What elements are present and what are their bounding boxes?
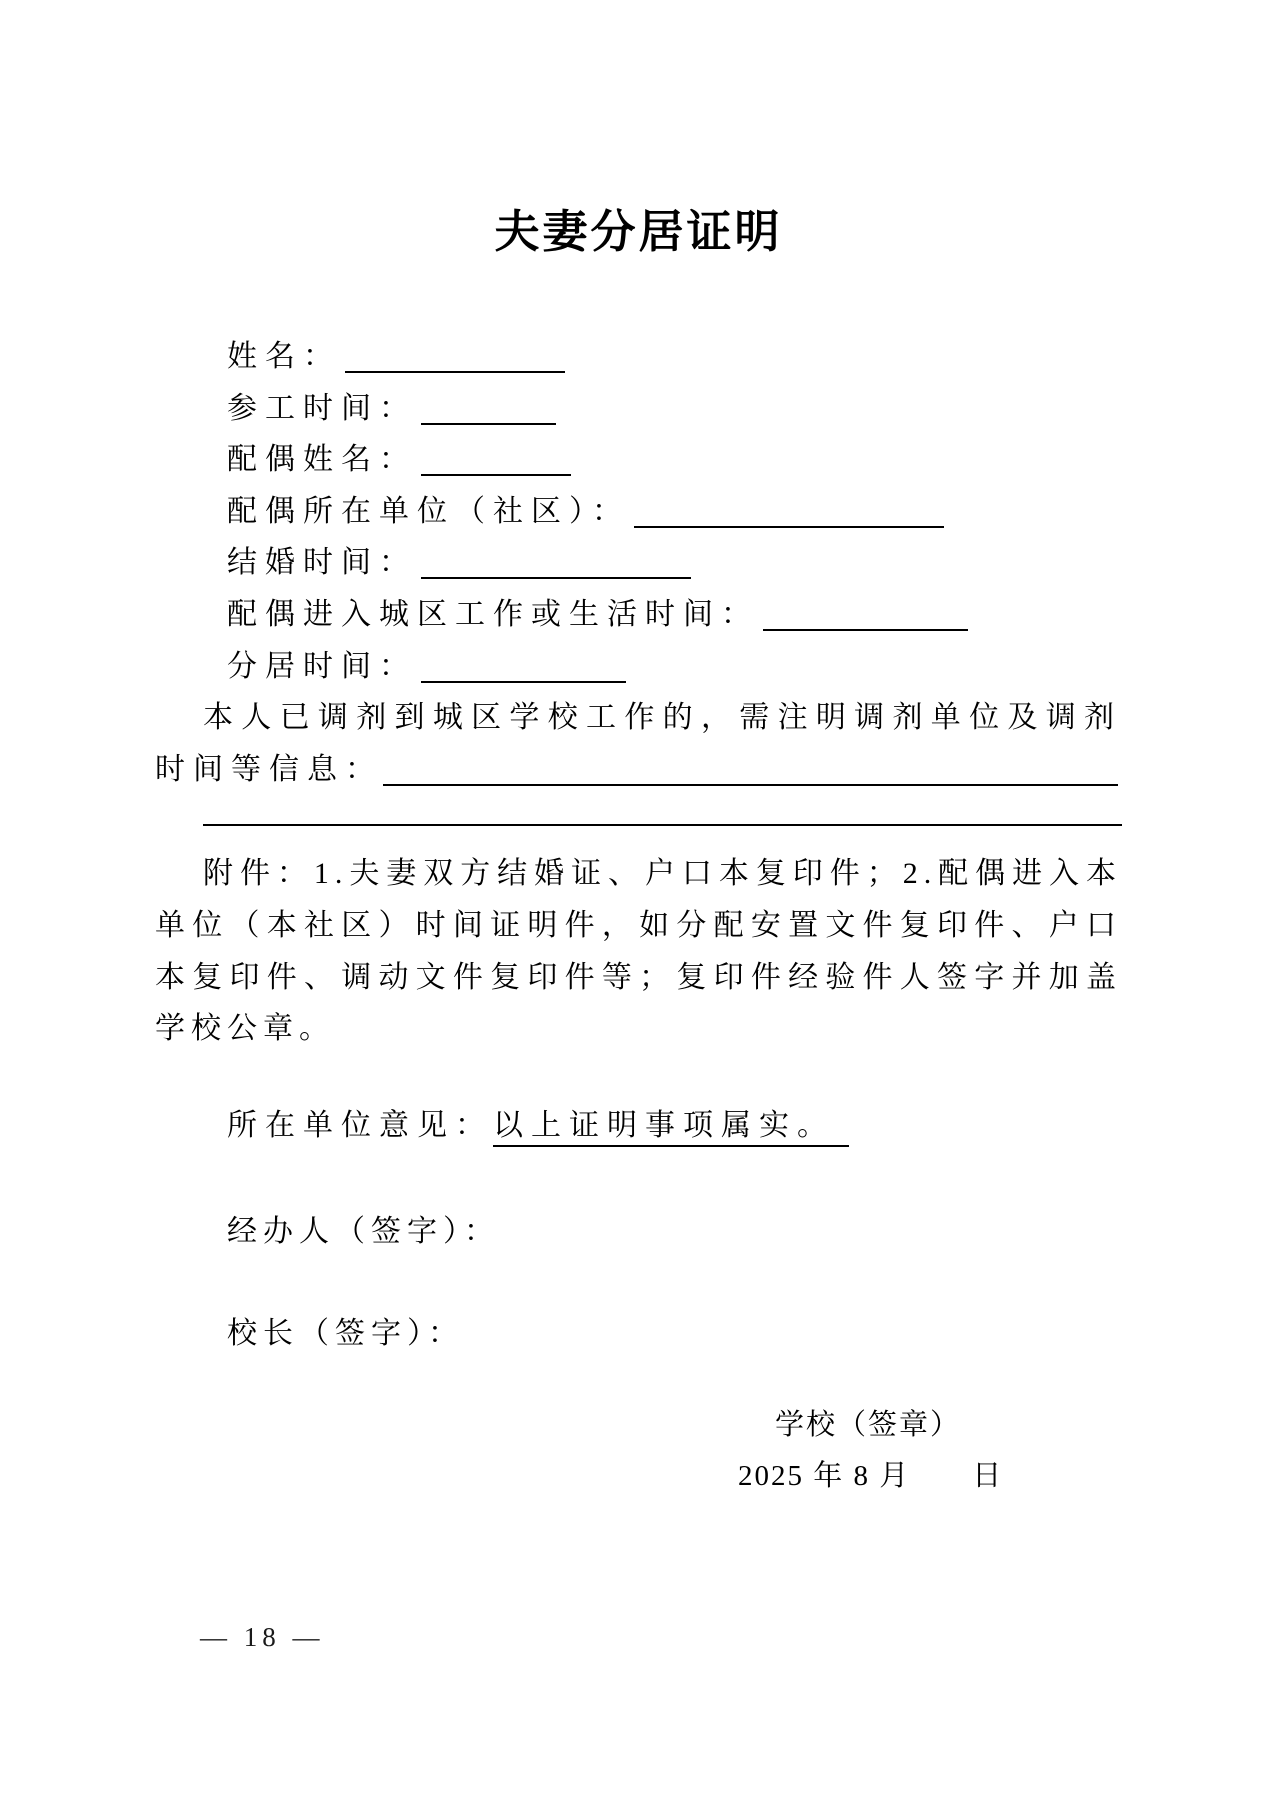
handler-signature-line: 经办人（签字）： <box>227 1215 500 1249</box>
field-marriage-time-label: 结婚时间： <box>227 546 417 580</box>
school-seal-label: 学校（签章） <box>774 1408 961 1441</box>
blank-line <box>421 651 626 683</box>
transfer-note-paragraph <box>155 692 1122 795</box>
blank-line <box>383 754 1118 786</box>
field-name-label: 姓名： <box>227 340 341 373</box>
transfer-note-text: 本人已调剂到城区学校工作的，需注明调剂单位及调剂时间等信息： <box>155 701 1122 786</box>
field-work-start-time <box>155 383 1122 435</box>
form-fields <box>155 331 1122 692</box>
field-marriage-time <box>155 537 1122 589</box>
field-name <box>155 331 1122 383</box>
field-spouse-workunit-label: 配偶所在单位（社区）： <box>227 494 630 528</box>
unit-opinion-line <box>155 1100 1122 1152</box>
field-separation-time-label: 分居时间： <box>227 649 417 683</box>
field-work-start-time-label: 参工时间： <box>227 391 417 425</box>
attachment-paragraph: 附件：1.夫妻双方结婚证、户口本复印件；2.配偶进入本单位（本社区）时间证明件，如分配安置文件复印件、户口本复印件、调动文件复印件等；复印件经验件人签字并加盖学校公章。 <box>155 857 1122 1046</box>
principal-signature-line: 校长（签字）： <box>227 1316 464 1350</box>
field-spouse-workunit <box>155 486 1122 538</box>
blank-line <box>421 547 691 579</box>
field-spouse-name <box>155 434 1122 486</box>
page-number: — 18 — <box>200 1622 325 1652</box>
blank-line-full-width <box>203 795 1122 826</box>
blank-line <box>763 599 968 631</box>
blank-line <box>421 444 571 476</box>
field-separation-time <box>155 641 1122 693</box>
date-line: 2025 年 8 月 日 <box>738 1460 1004 1493</box>
blank-line <box>634 496 944 528</box>
field-spouse-name-label: 配偶姓名： <box>227 443 417 477</box>
blank-line <box>345 341 565 373</box>
unit-opinion-label: 所在单位意见： <box>227 1108 493 1142</box>
field-spouse-city-entry-time-label: 配偶进入城区工作或生活时间： <box>227 597 759 631</box>
page-title: 夫妻分居证明 <box>494 207 783 257</box>
blank-line <box>421 393 556 425</box>
unit-opinion-value: 以上证明事项属实。 <box>493 1109 849 1147</box>
school-seal-block <box>738 1400 1004 1503</box>
field-spouse-city-entry-time <box>155 589 1122 641</box>
